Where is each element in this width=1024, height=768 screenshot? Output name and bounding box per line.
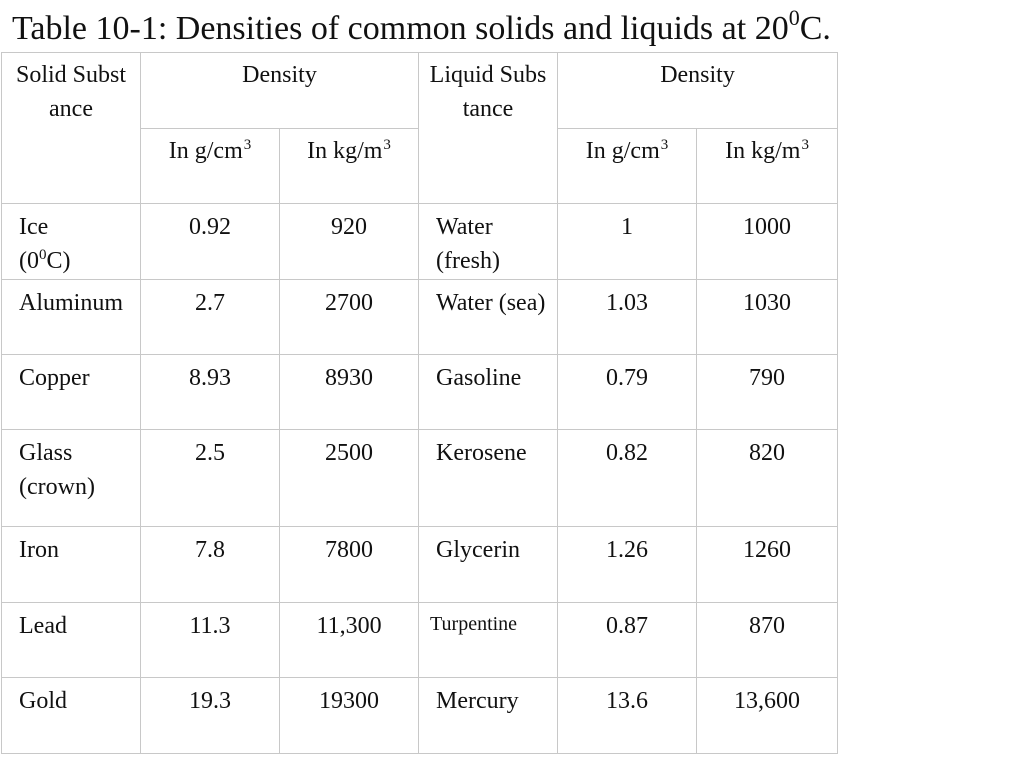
liquid-substance-header: Liquid Substance — [419, 53, 558, 204]
table-row — [2, 678, 838, 754]
solid-density-kgm: 8930 — [280, 355, 419, 430]
table-row — [2, 204, 838, 280]
header-row — [2, 53, 838, 129]
solid-density-kgm: 2500 — [280, 430, 419, 527]
table-row — [2, 603, 838, 678]
liquid-name: Kerosene — [419, 430, 558, 527]
solid-name: Copper — [2, 355, 141, 430]
solid-density-kgm: 920 — [280, 204, 419, 280]
table-row — [2, 280, 838, 355]
liquid-density-gcm: 0.82 — [558, 430, 697, 527]
liquid-density-gcm: 1.03 — [558, 280, 697, 355]
table-row — [2, 527, 838, 603]
density-table — [1, 52, 838, 754]
liquid-density-kgm: 870 — [697, 603, 838, 678]
liquid-density-gcm: 0.79 — [558, 355, 697, 430]
liquid-name: Water (sea) — [419, 280, 558, 355]
liquid-name: Gasoline — [419, 355, 558, 430]
solid-name: Ice $(0^0C)$ — [2, 204, 141, 280]
solid-substance-header: Solid Substance — [2, 53, 141, 204]
liquid-density-gcm: 0.87 — [558, 603, 697, 678]
solid-density-kgm: 19300 — [280, 678, 419, 754]
table-row — [2, 430, 838, 527]
solid-density-kgm: 11,300 — [280, 603, 419, 678]
page-title: Table 10-1: Densities of common solids and liquids at $20^0C$. — [12, 5, 831, 47]
liquid-name: Mercury — [419, 678, 558, 754]
solid-name: Lead — [2, 603, 141, 678]
solid-density-gcm: 7.8 — [141, 527, 280, 603]
solid-unit-gcm: In $g/cm^3$ — [141, 129, 280, 204]
solid-name: Aluminum — [2, 280, 141, 355]
liquid-density-kgm: 1030 — [697, 280, 838, 355]
liquid-unit-gcm: In $g/cm^3$ — [558, 129, 697, 204]
solid-name: Iron — [2, 527, 141, 603]
solid-density-gcm: 19.3 — [141, 678, 280, 754]
liquid-unit-kgm: In $kg/m^3$ — [697, 129, 838, 204]
solid-density-gcm: 8.93 — [141, 355, 280, 430]
table-row — [2, 355, 838, 430]
solid-name: Glass (crown) — [2, 430, 141, 527]
liquid-name: Turpentine — [419, 603, 558, 678]
solid-density-kgm: 7800 — [280, 527, 419, 603]
solid-unit-kgm: In $kg/m^3$ — [280, 129, 419, 204]
liquid-name: Water (fresh) — [419, 204, 558, 280]
liquid-density-kgm: 1000 — [697, 204, 838, 280]
solid-density-gcm: 2.7 — [141, 280, 280, 355]
liquid-density-kgm: 790 — [697, 355, 838, 430]
solid-density-header: Density — [141, 53, 419, 129]
liquid-name: Glycerin — [419, 527, 558, 603]
liquid-density-gcm: 13.6 — [558, 678, 697, 754]
liquid-density-kgm: 820 — [697, 430, 838, 527]
liquid-density-kgm: 1260 — [697, 527, 838, 603]
liquid-density-gcm: 1 — [558, 204, 697, 280]
liquid-density-header: Density — [558, 53, 838, 129]
solid-density-gcm: 0.92 — [141, 204, 280, 280]
solid-name: Gold — [2, 678, 141, 754]
solid-density-kgm: 2700 — [280, 280, 419, 355]
liquid-density-kgm: 13,600 — [697, 678, 838, 754]
liquid-density-gcm: 1.26 — [558, 527, 697, 603]
solid-density-gcm: 11.3 — [141, 603, 280, 678]
solid-density-gcm: 2.5 — [141, 430, 280, 527]
